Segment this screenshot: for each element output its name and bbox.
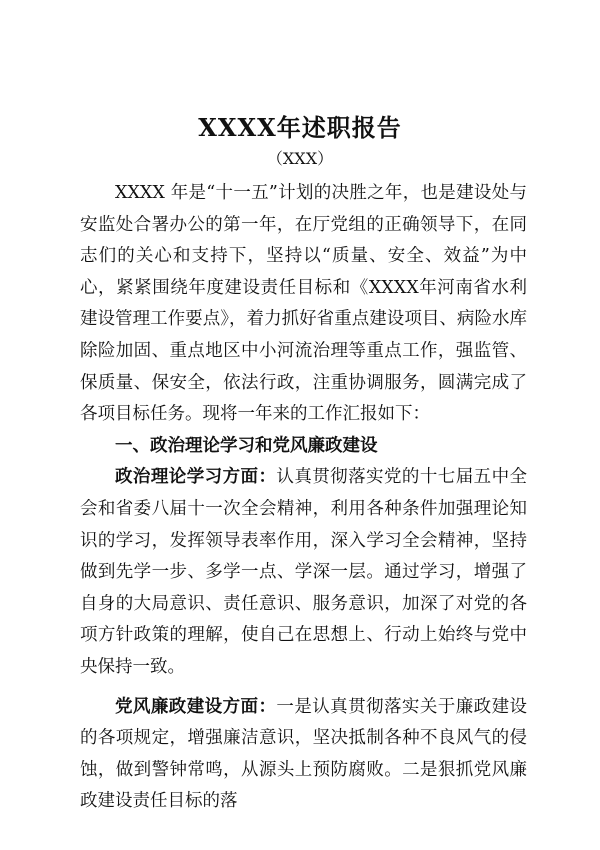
political-study-lead: 政治理论学习方面： (115, 467, 277, 488)
section-heading: 一、政治理论学习和党风廉政建设 (115, 435, 378, 456)
document-body (80, 178, 527, 818)
document-subtitle: （XXX） (266, 149, 334, 168)
paragraph-gap (80, 684, 527, 692)
political-study-text: 认真贯彻落实党的十七届五中全会和省委八届十一次全会精神，利用各种条件加强理论知识的学习，发挥领导表率作用，深入学习全会精神，坚持做到先学一步、多学一点、学深一层。通过学习，增强了自身的大局意识、责任意识、服务意识，加深了对党的各项方针政策的理解，使自己在思想上、行动上始终与党中央保持一致。 (80, 467, 528, 677)
integrity-paragraph (80, 692, 527, 818)
political-study-paragraph (80, 462, 527, 683)
integrity-lead: 党风廉政建设方面： (115, 696, 277, 717)
document-title: XXXX年述职报告 (198, 113, 402, 142)
integrity-text: 一是认真贯彻落实关于廉政建设的各项规定，增强廉洁意识，坚决抵制各种不良风气的侵蚀，做到警钟常鸣，从源头上预防腐败。二是狠抓党风廉政建设责任目标的落 (80, 696, 528, 812)
intro-paragraph: XXXX 年是“十一五”计划的决胜之年，也是建设处与安监处合署办公的第一年，在厅党组的正确领导下，在同志们的关心和支持下，坚持以“质量、安全、效益”为中心，紧紧围绕年度建设责任目标和《XXXX年河南省水利建设管理工作要点》，着力抓好省重点建设项目、病险水库除险加固、重点地区中小河流治理等重点工作，强监管、保质量、保安全，依法行政，注重协调服务，圆满完成了各项目标任务。现将一年来的工作汇报如下： (80, 183, 527, 425)
